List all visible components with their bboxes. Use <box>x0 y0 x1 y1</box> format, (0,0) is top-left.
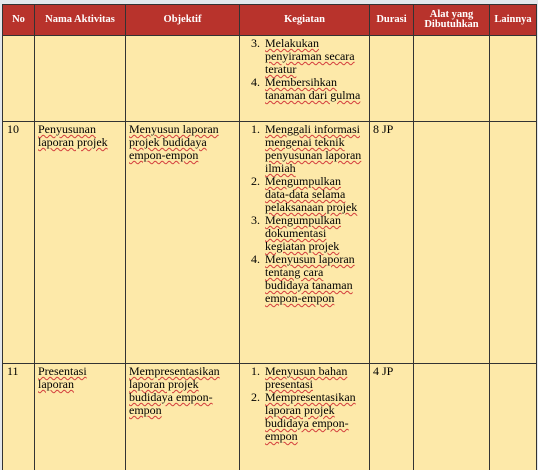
header-durasi: Durasi <box>370 5 414 36</box>
table-row <box>3 36 537 122</box>
cell-tools <box>414 122 490 364</box>
cell-no: 10 <box>3 122 35 364</box>
cell-objective: Mempresentasikan laporan projek budidaya empon-empon <box>126 364 240 470</box>
cell-objective <box>126 36 240 122</box>
list-item: 1. Menggali informasi mengenai teknik penyusunan laporan ilmiah <box>263 123 366 175</box>
header-nama-aktivitas: Nama Aktivitas <box>35 5 126 36</box>
header-kegiatan: Kegiatan <box>240 5 370 36</box>
cell-other <box>490 122 537 364</box>
list-item: 1. Menyusun bahan presentasi <box>263 365 366 391</box>
cell-tools <box>414 36 490 122</box>
table-row <box>3 364 537 470</box>
header-lainnya: Lainnya <box>490 5 537 36</box>
activity-list <box>243 365 366 443</box>
cell-objective: Menyusun laporan projek budidaya empon-empon <box>126 122 240 364</box>
list-item: 2. Mempresentasikan laporan projek budidaya empon-empon <box>263 391 366 443</box>
cell-duration: 8 JP <box>370 122 414 364</box>
cell-activities <box>240 364 370 470</box>
cell-other <box>490 36 537 122</box>
activity-list <box>243 37 366 102</box>
cell-no: 11 <box>3 364 35 470</box>
cell-tools <box>414 364 490 470</box>
list-item: 3. Mengumpulkan dokumentasi kegiatan projek <box>263 214 366 253</box>
activity-list <box>243 123 366 305</box>
cell-name: Penyusunan laporan projek <box>35 122 126 364</box>
header-alat: Alat yang Dibutuhkan <box>414 5 490 36</box>
cell-no <box>3 36 35 122</box>
cell-name <box>35 36 126 122</box>
activity-table <box>2 4 537 470</box>
cell-other <box>490 364 537 470</box>
list-item: 2. Mengumpulkan data-data selama pelaksanaan projek <box>263 175 366 214</box>
header-no: No <box>3 5 35 36</box>
list-item: 4. Membersihkan tanaman dari gulma <box>263 76 366 102</box>
cell-activities <box>240 122 370 364</box>
table-header-row <box>3 5 537 36</box>
table-row <box>3 122 537 364</box>
list-item: 3. Melakukan penyiraman secara teratur <box>263 37 366 76</box>
cell-duration: 4 JP <box>370 364 414 470</box>
cell-duration <box>370 36 414 122</box>
list-item: 4. Menyusun laporan tentang cara budidaya tanaman empon-empon <box>263 253 366 305</box>
header-objektif: Objektif <box>126 5 240 36</box>
cell-activities <box>240 36 370 122</box>
cell-name: Presentasi laporan <box>35 364 126 470</box>
